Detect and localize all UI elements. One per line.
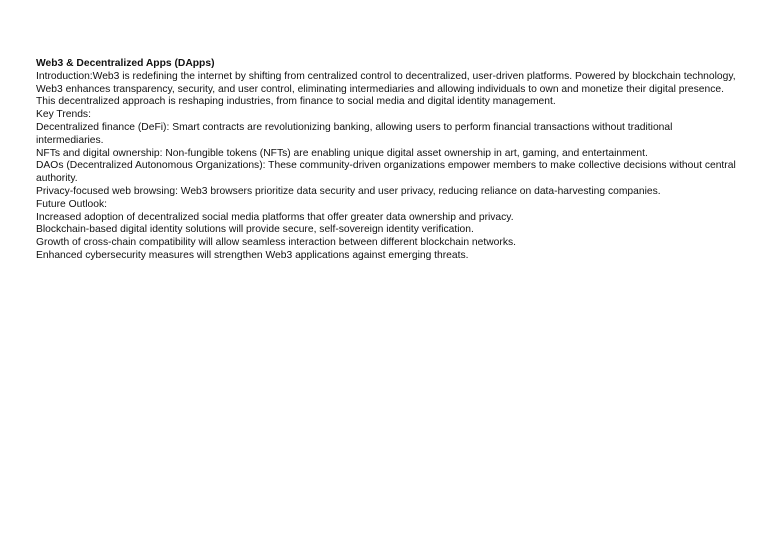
key-trend-item: DAOs (Decentralized Autonomous Organizations): These community-driven organizations empower members to make collective decisions without central authority. xyxy=(36,160,736,185)
document-title: Web3 & Decentralized Apps (DApps) xyxy=(36,58,215,69)
key-trend-item: Privacy-focused web browsing: Web3 browsers prioritize data security and user privacy, reducing reliance on data-harvesting companies. xyxy=(36,185,661,197)
key-trend-item: Decentralized finance (DeFi): Smart contracts are revolutionizing banking, allowing users to perform financial transactions without traditional intermediaries. xyxy=(36,121,673,146)
future-outlook-item: Growth of cross-chain compatibility will allow seamless interaction between different blockchain networks. xyxy=(36,237,516,249)
future-outlook-item: Enhanced cybersecurity measures will strengthen Web3 applications against emerging threats. xyxy=(36,249,469,261)
future-outlook-item: Increased adoption of decentralized social media platforms that offer greater data ownership and privacy. xyxy=(36,211,514,223)
future-outlook-item: Blockchain-based digital identity solutions will provide secure, self-sovereign identity verification. xyxy=(36,224,474,236)
document-body xyxy=(36,58,736,263)
future-outlook-heading: Future Outlook: xyxy=(36,198,107,210)
intro-paragraph: Introduction:Web3 is redefining the internet by shifting from centralized control to decentralized, user-driven platforms. Powered by blockchain technology, Web3 enhances transparency, security, and user control, eliminating intermediaries and allowing individuals to own and monetize their digital presence. This decentralized approach is reshaping industries, from finance to social media and digital identity management. xyxy=(36,70,736,108)
key-trends-heading: Key Trends: xyxy=(36,109,91,121)
key-trend-item: NFTs and digital ownership: Non-fungible tokens (NFTs) are enabling unique digital asset ownership in art, gaming, and entertainment. xyxy=(36,147,648,159)
